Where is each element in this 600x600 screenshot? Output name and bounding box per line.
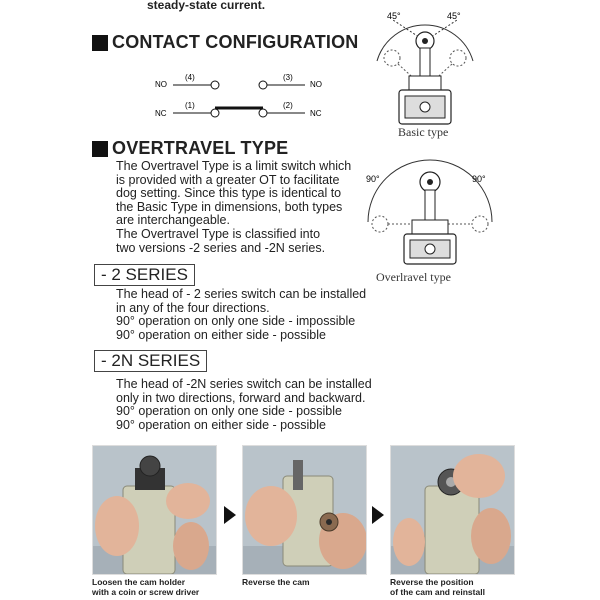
step-2-caption-line: Reverse the cam: [242, 577, 310, 587]
overtravel-line: is provided with a greater OT to facilitate: [116, 172, 340, 187]
overtravel-line: two versions -2 series and -2N series.: [116, 240, 326, 255]
overtravel-type-diagram: [360, 152, 500, 272]
step-1-caption-line: Loosen the cam holder: [92, 577, 186, 587]
step-1-illustration: [93, 446, 216, 574]
overtravel-line: dog setting. Since this type is identical to: [116, 186, 342, 201]
overtravel-paragraph: [116, 160, 376, 255]
series-2-paragraph: [116, 288, 416, 342]
basic-type-diagram: [365, 6, 485, 136]
step-1-photo: [92, 445, 217, 575]
series-2n-line: 90° operation on either side - possible: [116, 417, 326, 432]
heading-square-icon: [92, 141, 108, 157]
arrow-right-icon: [372, 506, 384, 524]
top-text: steady-state current.: [147, 0, 266, 12]
step-2-photo: [242, 445, 367, 575]
overtravel-line: The Overtravel Type is a limit switch which: [116, 159, 352, 173]
contact-heading: [92, 32, 359, 53]
series-2-line: 90° operation on only one side - impossible: [116, 314, 356, 329]
label-nc-right: NC: [310, 109, 322, 118]
series-2n-line: The head of -2N series switch can be installed: [116, 377, 372, 391]
label-nc-left: NC: [155, 109, 167, 118]
basic-type-caption: Basic type: [398, 125, 449, 139]
basic-angle-right: 45°: [447, 11, 461, 21]
label-no-left: NO: [155, 80, 167, 89]
overtravel-heading: [92, 138, 288, 159]
step-3-photo: [390, 445, 515, 575]
series-2-line: in any of the four directions.: [116, 300, 270, 315]
series-2n-line: 90° operation on only one side - possible: [116, 404, 342, 419]
series-2n-line: only in two directions, forward and backward.: [116, 390, 366, 405]
arrow-right-icon: [224, 506, 236, 524]
over-angle-left: 90°: [366, 174, 380, 184]
terminal-2: (2): [283, 101, 293, 110]
overtravel-line: The Overtravel Type is classified into: [116, 226, 321, 241]
series-2-line: 90° operation on either side - possible: [116, 327, 326, 342]
over-angle-right: 90°: [472, 174, 486, 184]
series-2n-paragraph: [116, 378, 416, 432]
step-3-caption-line: Reverse the position: [390, 577, 474, 587]
contact-diagram: [145, 68, 345, 122]
overtravel-heading-text: OVERTRAVEL TYPE: [112, 138, 289, 158]
series-2-heading: - 2 SERIES: [94, 264, 195, 286]
heading-square-icon: [92, 35, 108, 51]
contact-heading-text: CONTACT CONFIGURATION: [112, 32, 359, 52]
terminal-1: (1): [185, 101, 195, 110]
basic-angle-left: 45°: [387, 11, 401, 21]
step-2-illustration: [243, 446, 366, 574]
terminal-3: (3): [283, 73, 293, 82]
overtravel-type-caption: Overlravel type: [376, 270, 451, 284]
step-3-caption-line: of the cam and reinstall: [390, 587, 485, 597]
series-2-line: The head of - 2 series switch can be installed: [116, 287, 367, 301]
overtravel-line: the Basic Type in dimensions, both types: [116, 199, 343, 214]
step-2-caption: [242, 577, 310, 587]
step-3-caption: [390, 577, 485, 597]
label-no-right: NO: [310, 80, 322, 89]
step-1-caption: [92, 577, 199, 597]
terminal-4: (4): [185, 73, 195, 82]
step-1-caption-line: with a coin or screw driver: [92, 587, 200, 597]
overtravel-line: are interchangeable.: [116, 213, 230, 228]
series-2n-heading: - 2N SERIES: [94, 350, 207, 372]
step-3-illustration: [391, 446, 514, 574]
